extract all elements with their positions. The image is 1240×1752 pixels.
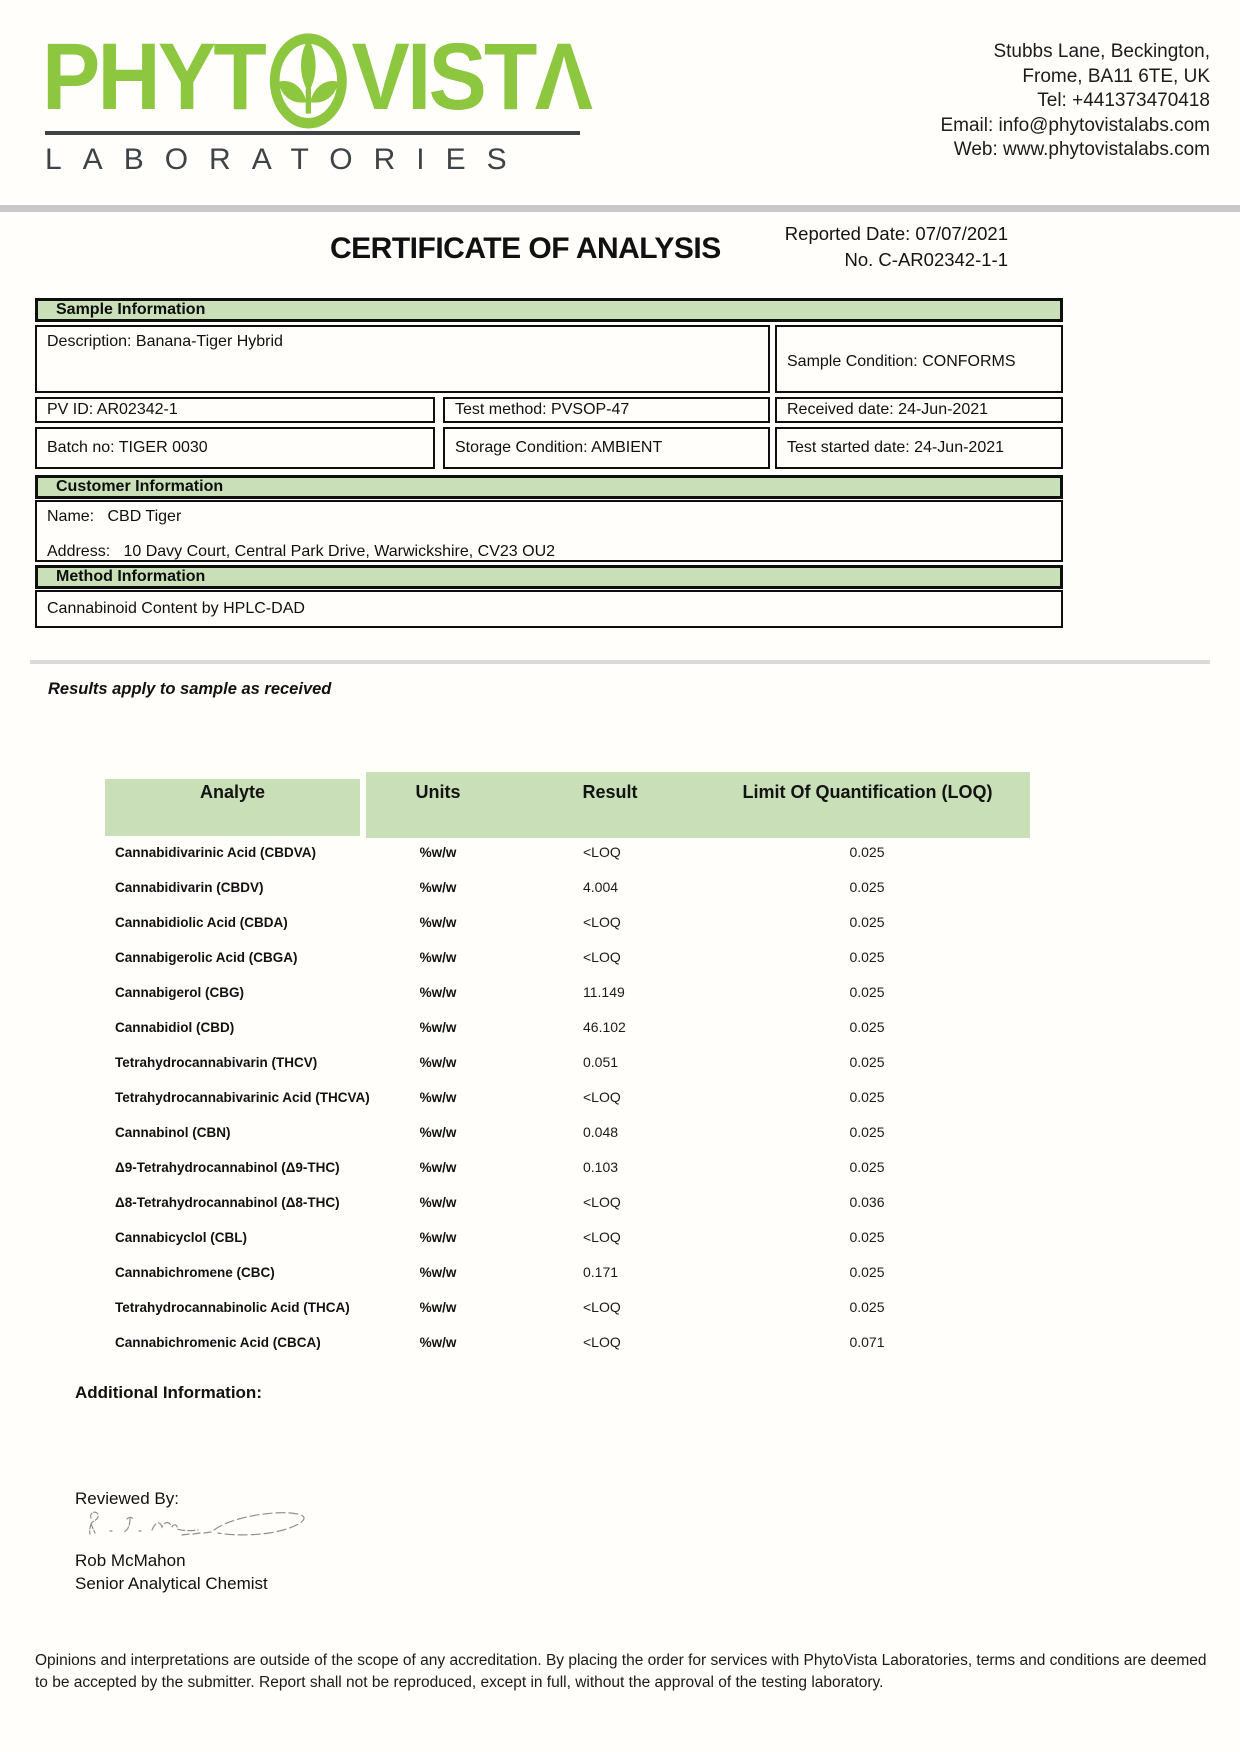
table-row xyxy=(105,1080,1030,1115)
contact-address-line1: Stubbs Lane, Beckington, xyxy=(993,41,1210,62)
pv-id-cell: PV ID: AR02342-1 xyxy=(35,397,435,423)
units-value: %w/w xyxy=(419,1160,457,1175)
sample-information-header: Sample Information xyxy=(35,298,1063,322)
result-value: 0.051 xyxy=(583,1054,619,1070)
table-row xyxy=(105,1290,1030,1325)
sample-description-cell: Description: Banana-Tiger Hybrid xyxy=(35,325,770,393)
units-value: %w/w xyxy=(419,1335,457,1350)
table-row xyxy=(105,1010,1030,1045)
units-value: %w/w xyxy=(419,1125,457,1140)
loq-value: 0.025 xyxy=(849,1299,885,1315)
report-meta xyxy=(785,221,1008,273)
report-number: No. C-AR02342-1-1 xyxy=(844,249,1008,270)
units-value: %w/w xyxy=(419,1230,457,1245)
result-value: <LOQ xyxy=(583,1334,621,1350)
loq-value: 0.025 xyxy=(849,1124,885,1140)
table-row xyxy=(105,940,1030,975)
units-value: %w/w xyxy=(419,950,457,965)
loq-value: 0.025 xyxy=(849,1264,885,1280)
result-value: <LOQ xyxy=(583,1194,621,1210)
table-row xyxy=(105,835,1030,870)
signatory-role: Senior Analytical Chemist xyxy=(75,1574,268,1593)
customer-information-header: Customer Information xyxy=(35,475,1063,499)
col-header-units: Units xyxy=(415,782,461,802)
analyte-name: Cannabidivarin (CBDV) xyxy=(115,880,264,895)
analyte-name: Cannabicyclol (CBL) xyxy=(115,1230,248,1245)
batch-no-cell: Batch no: TIGER 0030 xyxy=(35,427,435,469)
units-value: %w/w xyxy=(419,1055,457,1070)
table-row xyxy=(105,1255,1030,1290)
table-row xyxy=(105,1185,1030,1220)
result-value: 46.102 xyxy=(583,1019,626,1035)
logo-divider xyxy=(45,131,580,135)
units-value: %w/w xyxy=(419,1300,457,1315)
result-value: <LOQ xyxy=(583,1229,621,1245)
table-row xyxy=(105,870,1030,905)
method-information-header: Method Information xyxy=(35,565,1063,589)
customer-address-value: 10 Davy Court, Central Park Drive, Warwickshire, CV23 OU2 xyxy=(123,543,556,560)
table-row xyxy=(105,1220,1030,1255)
contact-phone: Tel: +441373470418 xyxy=(1037,90,1210,111)
result-value: <LOQ xyxy=(583,1299,621,1315)
table-row xyxy=(105,1150,1030,1185)
analyte-name: Cannabichromenic Acid (CBCA) xyxy=(115,1335,321,1350)
analyte-name: Cannabichromene (CBC) xyxy=(115,1265,275,1280)
analyte-name: Cannabidiolic Acid (CBDA) xyxy=(115,915,288,930)
result-value: 4.004 xyxy=(583,879,619,895)
contact-email: Email: info@phytovistalabs.com xyxy=(940,114,1210,136)
logo-subtitle: LABORATORIES xyxy=(45,143,528,176)
leaf-icon xyxy=(264,29,353,129)
analyte-name: Cannabigerol (CBG) xyxy=(115,985,245,1000)
logo-text-right: VIST xyxy=(351,23,535,130)
signature-image xyxy=(82,1506,322,1550)
customer-info-cell xyxy=(35,500,1063,562)
method-info-cell: Cannabinoid Content by HPLC-DAD xyxy=(35,590,1063,628)
table-row xyxy=(105,1045,1030,1080)
customer-address-label: Address: xyxy=(47,543,111,560)
result-value: <LOQ xyxy=(583,914,621,930)
customer-address-line xyxy=(47,543,1051,561)
signatory-name: Rob McMahon xyxy=(75,1551,186,1570)
units-value: %w/w xyxy=(419,1020,457,1035)
result-value: 0.048 xyxy=(583,1124,619,1140)
loq-value: 0.071 xyxy=(849,1334,885,1350)
analyte-name: Tetrahydrocannabivarin (THCV) xyxy=(115,1055,318,1070)
units-value: %w/w xyxy=(419,880,457,895)
phytovista-logo xyxy=(42,24,590,130)
table-row xyxy=(105,905,1030,940)
test-started-cell: Test started date: 24-Jun-2021 xyxy=(775,427,1063,469)
col-header-analyte: Analyte xyxy=(199,782,266,802)
loq-value: 0.025 xyxy=(849,879,885,895)
units-value: %w/w xyxy=(419,1090,457,1105)
analyte-name: Tetrahydrocannabivarinic Acid (THCVA) xyxy=(115,1090,370,1105)
results-note: Results apply to sample as received xyxy=(48,680,332,698)
analyte-name: Cannabidivarinic Acid (CBDVA) xyxy=(115,845,317,860)
lab-contact-block xyxy=(940,40,1210,163)
analyte-name: Tetrahydrocannabinolic Acid (THCA) xyxy=(115,1300,350,1315)
table-row xyxy=(105,975,1030,1010)
reported-date: Reported Date: 07/07/2021 xyxy=(784,223,1008,244)
info-tables xyxy=(35,298,1063,633)
result-value: 11.149 xyxy=(583,984,625,1000)
customer-name-line xyxy=(47,508,1051,526)
loq-value: 0.025 xyxy=(849,1089,885,1105)
result-value: <LOQ xyxy=(583,844,621,860)
result-value: <LOQ xyxy=(583,949,621,965)
table-row xyxy=(105,1325,1030,1360)
loq-value: 0.025 xyxy=(849,1019,885,1035)
units-value: %w/w xyxy=(419,985,457,1000)
analyte-name: Δ9-Tetrahydrocannabinol (Δ9-THC) xyxy=(115,1160,340,1175)
loq-value: 0.025 xyxy=(849,844,885,860)
loq-value: 0.025 xyxy=(849,984,885,1000)
additional-information-label: Additional Information: xyxy=(75,1383,262,1402)
units-value: %w/w xyxy=(419,915,457,930)
header-divider-bar xyxy=(0,205,1240,212)
col-header-loq: Limit Of Quantification (LOQ) xyxy=(742,782,993,802)
loq-value: 0.036 xyxy=(849,1194,885,1210)
storage-condition-cell: Storage Condition: AMBIENT xyxy=(443,427,770,469)
sample-condition-cell: Sample Condition: CONFORMS xyxy=(775,325,1063,393)
loq-value: 0.025 xyxy=(849,1159,885,1175)
analyte-name: Cannabinol (CBN) xyxy=(115,1125,231,1140)
loq-value: 0.025 xyxy=(849,949,885,965)
table-row xyxy=(105,1115,1030,1150)
units-value: %w/w xyxy=(419,1265,457,1280)
col-header-result: Result xyxy=(582,782,638,802)
certificate-title: CERTIFICATE OF ANALYSIS xyxy=(330,232,721,265)
analyte-name: Δ8-Tetrahydrocannabinol (Δ8-THC) xyxy=(115,1195,340,1210)
analyte-name: Cannabidiol (CBD) xyxy=(115,1020,235,1035)
result-value: 0.171 xyxy=(583,1264,619,1280)
disclaimer-text: Opinions and interpretations are outside of the scope of any accreditation. By placing the order for services with PhytoVista Laboratories, terms and conditions are deemed to be accepted by the submitter. Report shall not be reproduced, except in full, without the approval of the testing laboratory. xyxy=(35,1652,1207,1691)
test-method-cell: Test method: PVSOP-47 xyxy=(443,397,770,423)
received-date-cell: Received date: 24-Jun-2021 xyxy=(775,397,1063,423)
result-value: 0.103 xyxy=(583,1159,619,1175)
logo-text-lambda: Λ xyxy=(534,23,591,130)
loq-value: 0.025 xyxy=(849,1229,885,1245)
contact-web: Web: www.phytovistalabs.com xyxy=(953,139,1210,160)
units-value: %w/w xyxy=(419,1195,457,1210)
logo-text-left: PHYT xyxy=(42,23,265,130)
loq-value: 0.025 xyxy=(849,1054,885,1070)
results-divider xyxy=(30,660,1210,664)
contact-address-line2: Frome, BA11 6TE, UK xyxy=(1022,65,1210,87)
reviewed-by-label: Reviewed By: xyxy=(75,1489,179,1508)
loq-value: 0.025 xyxy=(849,914,885,930)
customer-name-value: CBD Tiger xyxy=(107,508,182,525)
analyte-name: Cannabigerolic Acid (CBGA) xyxy=(115,950,298,965)
units-value: %w/w xyxy=(419,845,457,860)
customer-name-label: Name: xyxy=(47,508,95,525)
result-value: <LOQ xyxy=(583,1089,621,1105)
